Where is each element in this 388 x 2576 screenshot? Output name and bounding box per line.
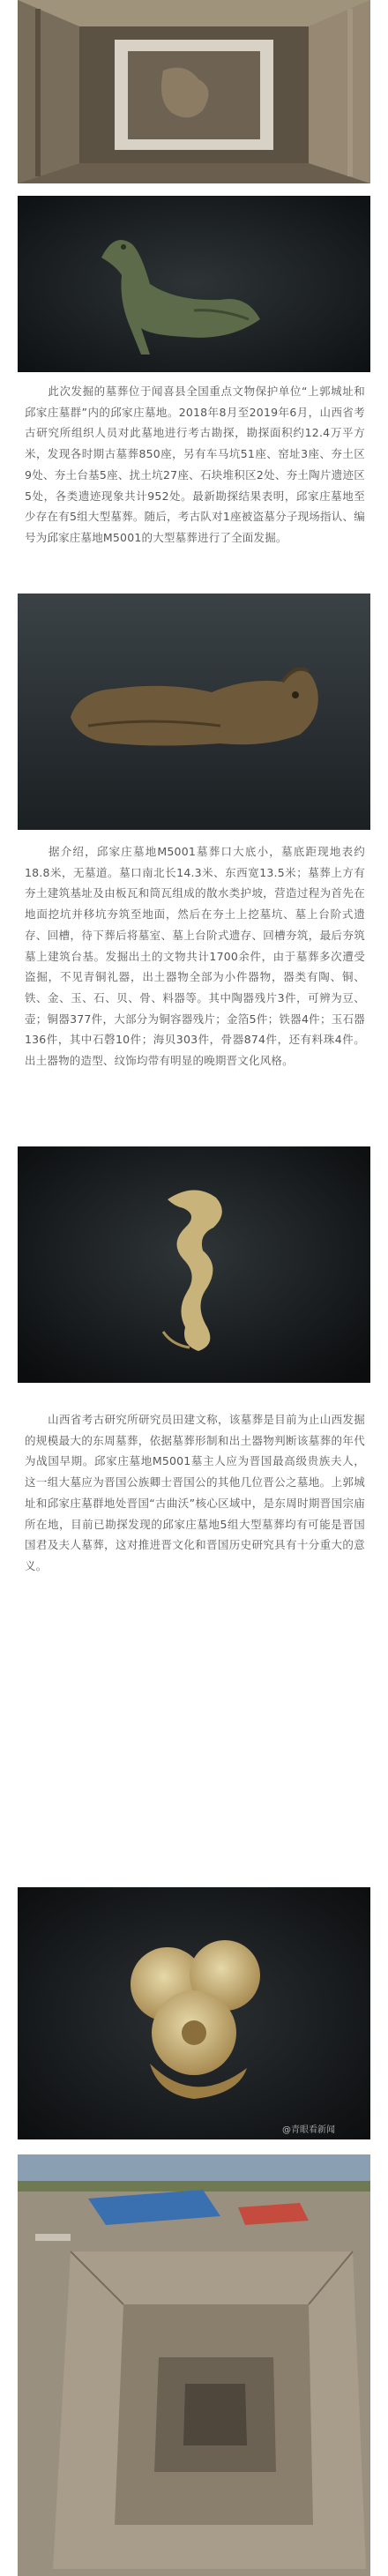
article-paragraph-3 bbox=[25, 1409, 365, 1577]
jade-ornament-photo bbox=[18, 1887, 370, 2139]
tomb-overhead-photo bbox=[18, 0, 370, 183]
excavation-site-photo bbox=[18, 2154, 370, 2576]
paragraph-1-text: 此次发掘的墓葬位于闻喜县全国重点文物保护单位“上郭城址和邱家庄墓群”内的邱家庄墓地。2018年8月至2019年6月，山西省考古研究所组织人员对此墓地进行考古勘探，勘探面积约12.4万平方米，发现各时期古墓葬850座，另有车马坑51座、窑址3座、夯土区9处、夯土台基5座、扰土坑27座、石块堆积区2处、夯土陶片遗迹区5处，各类遗迹现象共计952处。最新勘探结果表明，邱家庄墓地至少存在有5组大型墓葬。随后，考古队对1座被盗墓分子现场指认、编号为邱家庄墓地M5001的大型墓葬进行了全面发掘。 bbox=[25, 385, 365, 544]
paragraph-3-text: 山西省考古研究所研究员田建文称，该墓葬是目前为止山西发掘的规模最大的东周墓葬，依据墓葬形制和出土器物判断该墓葬的年代为战国早期。邱家庄墓地M5001墓主人应为晋国最高级贵族夫人，这一组大墓应为晋国公族卿士晋国公的其他几位晋公之墓地。上郭城址和邱家庄墓群地处晋国“古曲沃”核心区域中，是东周时期晋国宗庙所在地，目前已勘探发现的邱家庄墓地5组大型墓葬均有可能是晋国国君及夫人墓葬，这对推进晋文化和晋国历史研究具有十分重大的意义。 bbox=[25, 1413, 365, 1572]
watermark: @青眼看新闻 bbox=[282, 2125, 335, 2135]
article-paragraph-1 bbox=[25, 381, 365, 549]
paragraph-2-text: 据介绍，邱家庄墓地M5001墓葬口大底小，墓底距现地表约18.8米，无墓道。墓口南北长14.3米、东西宽13.5米；墓葬上方有夯土建筑基址及由板瓦和筒瓦组成的散水类护坡，营造过程为首先在地面挖坑并移坑夯筑至地面，然后在夯土上挖墓坑、墓上台阶式遗存、回槽，待下葬后将墓室、墓上台阶式遗存、回槽夯筑，最后夯筑墓上建筑台基。发掘出土的文物共计1700余件，由于墓葬多次遭受盗掘，不见青铜礼器，出土器物全部为小件器物，器类有陶、铜、铁、金、玉、石、贝、骨、料器等。其中陶器残片3件，可辨为豆、壶；铜器377件，大部分为铜容器残片；金箔5件；铁器4件；玉石器136件，其中石磬10件；海贝303件，骨器874件，还有料珠4件。出土器物的造型、纹饰均带有明显的晚期晋文化风格。 bbox=[25, 845, 365, 1068]
bronze-beast-photo bbox=[18, 594, 370, 830]
jade-dragon-photo bbox=[18, 1146, 370, 1383]
bronze-bird-photo bbox=[18, 196, 370, 372]
article-paragraph-2 bbox=[25, 841, 365, 1071]
